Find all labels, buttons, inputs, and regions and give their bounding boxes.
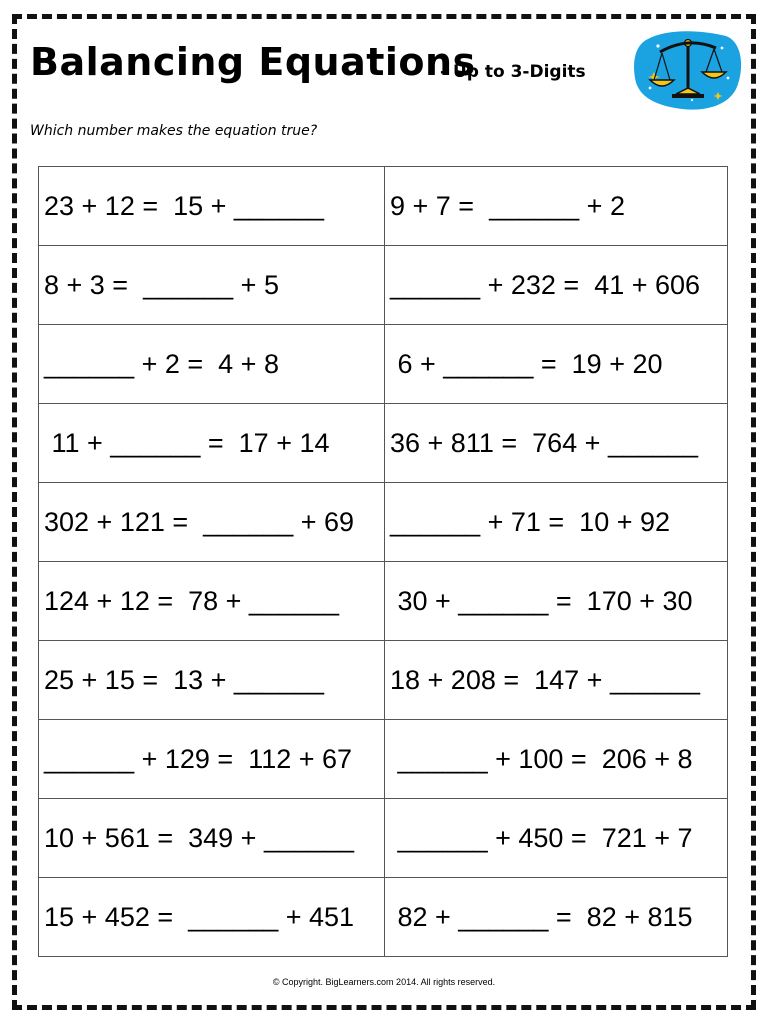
balance-scale-icon	[632, 26, 744, 112]
equation-cell: 6 + ______ = 19 + 20	[385, 325, 728, 404]
table-row	[39, 641, 728, 720]
copyright-footer: © Copyright. BigLearners.com 2014. All rights reserved.	[272, 977, 496, 987]
table-row	[39, 325, 728, 404]
instruction-text: Which number makes the equation true?	[30, 123, 318, 139]
table-row	[39, 167, 728, 246]
table-row	[39, 799, 728, 878]
table-row	[39, 246, 728, 325]
worksheet-title: Balancing Equations	[30, 40, 476, 84]
equation-cell: 30 + ______ = 170 + 30	[385, 562, 728, 641]
equation-cell: ______ + 232 = 41 + 606	[385, 246, 728, 325]
equation-cell: 302 + 121 = ______ + 69	[39, 483, 385, 562]
equation-cell: 10 + 561 = 349 + ______	[39, 799, 385, 878]
table-row	[39, 404, 728, 483]
table-row	[39, 562, 728, 641]
equation-cell: 36 + 811 = 764 + ______	[385, 404, 728, 483]
worksheet-subtitle: - Up to 3-Digits	[440, 62, 586, 82]
equation-cell: ______ + 71 = 10 + 92	[385, 483, 728, 562]
equation-cell: ______ + 450 = 721 + 7	[385, 799, 728, 878]
equation-cell: 82 + ______ = 82 + 815	[385, 878, 728, 957]
equation-cell: ______ + 2 = 4 + 8	[39, 325, 385, 404]
table-row	[39, 878, 728, 957]
equation-cell: 25 + 15 = 13 + ______	[39, 641, 385, 720]
equation-cell: 23 + 12 = 15 + ______	[39, 167, 385, 246]
equation-cell: ______ + 129 = 112 + 67	[39, 720, 385, 799]
equation-cell: 124 + 12 = 78 + ______	[39, 562, 385, 641]
equation-cell: 15 + 452 = ______ + 451	[39, 878, 385, 957]
table-row	[39, 483, 728, 562]
equation-cell: 9 + 7 = ______ + 2	[385, 167, 728, 246]
table-row	[39, 720, 728, 799]
equation-cell: 18 + 208 = 147 + ______	[385, 641, 728, 720]
equations-table	[38, 166, 728, 957]
equation-cell: 11 + ______ = 17 + 14	[39, 404, 385, 483]
equation-cell: ______ + 100 = 206 + 8	[385, 720, 728, 799]
equation-cell: 8 + 3 = ______ + 5	[39, 246, 385, 325]
